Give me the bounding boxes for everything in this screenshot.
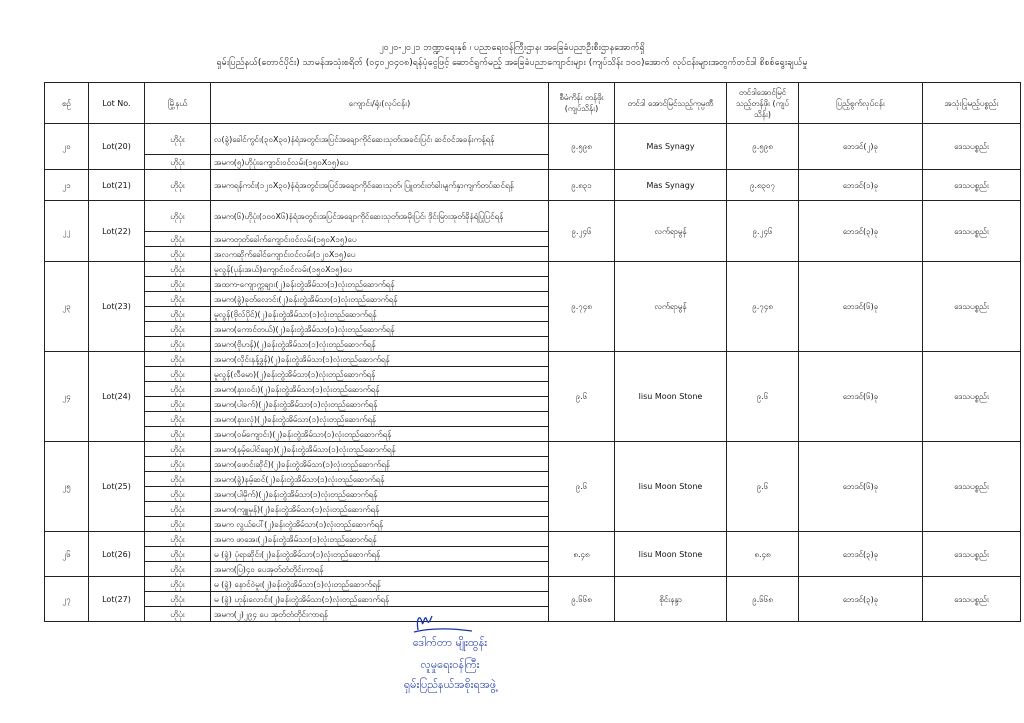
work-description: အထက-ကျောက္ကချား(၂)ခန်းတွဲအိမ်သာ(၁)လုံးတည်ဆောက်ရန် [211, 277, 549, 292]
work-description: အမက(ခွဲ)နမ့်ဆင်(၂)ခန်းတွဲအိမ်သာ(၁)လုံးတည်ဆောက်ရန် [211, 472, 549, 487]
table-header-row [45, 83, 1021, 124]
work-description: အမက(နားဝင်း)(၂)ခန်းတွဲအိမ်သာ(၁)လုံးတည်ဆောက်ရန် [211, 382, 549, 397]
works-done: ဘေဒင်(၆)ခု [799, 442, 923, 532]
work-description: အမက လွယ်ပေါ်(၂)ခန်းတွဲအိမ်သာ(၁)လုံးတည်ဆောက်ရန် [211, 517, 549, 532]
township-cell: ဟိုပုံး [145, 412, 211, 427]
winning-company: Mas Synagy [615, 170, 727, 201]
work-description: အမက(ဖောင်းဆိုင်)(၂)ခန်းတွဲအိမ်သာ(၁)လုံးတည်ဆောက်ရန် [211, 457, 549, 472]
signatory-title: လူမှုရေးဝန်ကြီး [420, 658, 480, 671]
township-cell: ဟိုပုံး [145, 382, 211, 397]
township-cell: ဟိုပုံး [145, 337, 211, 352]
work-description: အမက(၂)၂၉၄ ပေ အုတ်တံတိုင်းကာရန် [211, 607, 549, 622]
row-number: ၂၁ [45, 170, 89, 201]
work-description: မူလွန်(ပုန်းအယ်)ကျောင်းဝင်လမ်း(၁၅၀X၁၅)ပေ [211, 262, 549, 277]
work-description: အမက(ပါခက်)(၂)ခန်းတွဲအိမ်သာ(၁)လုံးတည်ဆောက်ရန် [211, 397, 549, 412]
awarded-value: ၈.၄၈ [727, 532, 799, 577]
awarded-value: ၉.၂၄၆ [727, 201, 799, 262]
township-cell: ဟိုပုံး [145, 124, 211, 155]
lot-number: Lot(23) [89, 262, 145, 352]
material-type: ဒေသပစ္စည်း [923, 170, 1021, 201]
work-description: အမက(ဗိုဟန်)(၂)ခန်းတွဲအိမ်သာ(၁)လုံးတည်ဆောက်ရန် [211, 337, 549, 352]
work-description: အလကဆိုက်ခေါင်ကျောင်းဝင်လမ်း(၁၂၀X၁၅)ပေ [211, 247, 549, 262]
signature-mark [360, 612, 480, 634]
awarded-value: ၉.၆ [727, 442, 799, 532]
estimate-value: ၉.၂၄၆ [549, 201, 615, 262]
col-header-estimate: စီမံကိန်း တန်ဖိုး (ကျပ်သိန်း) [549, 83, 615, 124]
estimate-value: ၉.၅၉၈ [549, 124, 615, 170]
work-description: မ (ခွဲ) ပုံရာဆိုင်း(၂)ခန်းတွဲအိမ်သာ(၁)လုံးတည်ဆောက်ရန် [211, 547, 549, 562]
township-cell: ဟိုပုံး [145, 322, 211, 337]
table-row [45, 201, 1021, 232]
lot-number: Lot(22) [89, 201, 145, 262]
works-done: ဘေဒင်(၆)ခု [799, 352, 923, 442]
work-description: မ (ခွဲ) နောင်ဝဲမူး(၂)ခန်းတွဲအိမ်သာ(၁)လုံးတည်ဆောက်ရန် [211, 577, 549, 592]
township-cell: ဟိုပုံး [145, 427, 211, 442]
signatory-office: ရှမ်းပြည်နယ်အစိုးရအဖွဲ့ [403, 678, 497, 691]
work-description: မူလွန်(လီမော)(၂)ခန်းတွဲအိမ်သာ(၁)လုံးတည်ဆောက်ရန် [211, 367, 549, 382]
township-cell: ဟိုပုံး [145, 577, 211, 592]
signatory-name: ဒေါက်တာ မျိုးထွန်း [412, 636, 488, 649]
row-number: ၂၃ [45, 262, 89, 352]
col-header-works-done: ပြည့်စွက်လုပ်ငန်း [799, 83, 923, 124]
work-description: အမက(ကျူမုန်)(၂)ခန်းတွဲအိမ်သာ(၁)လုံးတည်ဆောက်ရန် [211, 502, 549, 517]
work-description: မူလွန်(ဗိုလ်ပိုင်)(၂)ခန်းတွဲအိမ်သာ(၁)လုံးတည်ဆောက်ရန် [211, 307, 549, 322]
township-cell: ဟိုပုံး [145, 607, 211, 622]
material-type: ဒေသပစ္စည်း [923, 532, 1021, 577]
work-description: အမက(ပါမိုက်)(၂)ခန်းတွဲအိမ်သာ(၁)လုံးတည်ဆောက်ရန် [211, 487, 549, 502]
row-number: ၂၀ [45, 124, 89, 170]
table-row [45, 532, 1021, 547]
table-row [45, 352, 1021, 367]
township-cell: ဟိုပုံး [145, 232, 211, 247]
work-description: အမကတုတ်ခေါက်ကျောင်းဝင်လမ်း(၁၅၀X၁၅)ပေ [211, 232, 549, 247]
estimate-value: ၉.၆ [549, 352, 615, 442]
township-cell: ဟိုပုံး [145, 487, 211, 502]
table-row [45, 124, 1021, 155]
row-number: ၂၅ [45, 442, 89, 532]
works-done: ဘေဒင်(၃)ခု [799, 201, 923, 262]
lot-number: Lot(20) [89, 124, 145, 170]
work-description: အမက(နားလုံ)(၂)ခန်းတွဲအိမ်သာ(၁)လုံးတည်ဆောက်ရန် [211, 412, 549, 427]
township-cell: ဟိုပုံး [145, 592, 211, 607]
col-header-no: စဉ် [45, 83, 89, 124]
table-row [45, 442, 1021, 457]
col-header-award: တင်ဒါအောင်မြင် သည့်တန်ဖိုး (ကျပ်သိန်း) [727, 83, 799, 124]
winning-company: lisu Moon Stone [615, 532, 727, 577]
col-header-work: ကျောင်း/ရုံး(လုပ်ငန်း) [211, 83, 549, 124]
township-cell: ဟိုပုံး [145, 517, 211, 532]
township-cell: ဟိုပုံး [145, 367, 211, 382]
col-header-company: တင်ဒါ အောင်မြင်သည့်ကုမ္ပဏီ [615, 83, 727, 124]
awarded-value: ၉.၈၃၀၇ [727, 170, 799, 201]
work-description: အမက(ဝမ်ကျောင်း)(၂)ခန်းတွဲအိမ်သာ(၁)လုံးတည်ဆောက်ရန် [211, 427, 549, 442]
col-header-material: အသုံးပြုမည့်ပစ္စည်း [923, 83, 1021, 124]
table-row [45, 170, 1021, 201]
township-cell: ဟိုပုံး [145, 352, 211, 367]
row-number: ၂၄ [45, 352, 89, 442]
awarded-value: ၉.၅၉၈ [727, 124, 799, 170]
works-done: ဘေဒင်(၁)ခု [799, 170, 923, 201]
works-done: ဘေဒင်(၃)ခု [799, 532, 923, 577]
work-description: အမက(နမ့်ပေါင်ချော)(၂)ခန်းတွဲအိမ်သာ(၁)လုံးတည်ဆောက်ရန် [211, 442, 549, 457]
estimate-value: ၈.၄၈ [549, 532, 615, 577]
winning-company: Mas Synagy [615, 124, 727, 170]
awarded-value: ၉.၆ [727, 352, 799, 442]
township-cell: ဟိုပုံး [145, 457, 211, 472]
material-type: ဒေသပစ္စည်း [923, 577, 1021, 622]
document-title-line1: ၂၀၂၀-၂၀၂၁ ဘဏ္ဍာရေးနှစ် ၊ ပညာရေးဝန်ကြီးဌာန၊ အခြေခံပညာဦးစီးဌာနအောက်ရှိ [379, 43, 645, 53]
work-description: အမက(ခွဲ)ခုတ်လောင်း(၂)ခန်းတွဲအိမ်သာ(၁)လုံးတည်ဆောက်ရန် [211, 292, 549, 307]
table-row [45, 262, 1021, 277]
township-cell: ဟိုပုံး [145, 155, 211, 170]
township-cell: ဟိုပုံး [145, 562, 211, 577]
estimate-value: ၉.၈၃၁ [549, 170, 615, 201]
lot-number: Lot(26) [89, 532, 145, 577]
work-description: အမက(၅)ဟိုပုံးကျောင်းဝင်လမ်း(၁၅၀X၁၅)ပေ [211, 155, 549, 170]
work-description: အမက(လိုင်းနန့်ဒွန်)(၂)ခန်းတွဲအိမ်သာ(၁)လုံးတည်ဆောက်ရန် [211, 352, 549, 367]
estimate-value: ၉.၆ [549, 442, 615, 532]
work-description: အမကရန်ကင်း(၁၂၀X၃၀)နံရံအတွင်းအပြင်အချောကိုင်ဆေးသုတ်၊ ပြူတင်းတံခါးမျက်နှာကျက်တပ်ဆင်ရန် [211, 170, 549, 201]
material-type: ဒေသပစ္စည်း [923, 201, 1021, 262]
estimate-value: ၉.၇၄၈ [549, 262, 615, 352]
estimate-value: ၉.၆၆၈ [549, 577, 615, 622]
township-cell: ဟိုပုံး [145, 307, 211, 322]
work-description: အမက(ကောင်တယ်)(၂)ခန်းတွဲအိမ်သာ(၁)လုံးတည်ဆောက်ရန် [211, 322, 549, 337]
works-done: ဘေဒင်(၂)ခု [799, 124, 923, 170]
col-header-township: မြို့နယ် [145, 83, 211, 124]
work-description: လ(ခွဲ)ခေါင်ကွင်း(၃၀X၃၀)နံရံအတွင်းအပြင်အချောကိုင်ဆေးသုတ်၊အခင်းပြင်၊ ဆင်ဝင်အခန်းကန့်ရန် [211, 124, 549, 155]
row-number: ၂၂ [45, 201, 89, 262]
township-cell: ဟိုပုံး [145, 442, 211, 457]
works-done: ဘေဒင်(၆)ခု [799, 262, 923, 352]
row-number: ၂၇ [45, 577, 89, 622]
document-title-line2: ရှမ်းပြည်နယ်(တောင်ပိုင်း) သာမန်အသုံးစရိတ် (၀၄၀၂၀၄၀၈)ရန်ပုံငွေဖြင့် ဆောင်ရွက်မည့် အခြေခံပညာကျောင်းများ (ကျပ်သိန်း ၁၀၀)အောက် လုပ်ငန်းများအတွက်တင်ဒါ စိစစ်ရွေးချယ်မှု [216, 58, 808, 68]
lot-number: Lot(25) [89, 442, 145, 532]
winning-company: lisu Moon Stone [615, 442, 727, 532]
lot-number: Lot(24) [89, 352, 145, 442]
winning-company: lisu Moon Stone [615, 352, 727, 442]
work-description: မ (ခွဲ) ဟုန်းလောင်း(၂)ခန်းတွဲအိမ်သာ(၁)လုံးတည်ဆောက်ရန် [211, 592, 549, 607]
township-cell: ဟိုပုံး [145, 277, 211, 292]
township-cell: ဟိုပုံး [145, 502, 211, 517]
township-cell: ဟိုပုံး [145, 292, 211, 307]
awarded-value: ၉.၆၆၈ [727, 577, 799, 622]
winning-company: စိုင်းနန္ဒာ [615, 577, 727, 622]
tender-results-table [44, 82, 1021, 622]
work-description: အမက ဖာအေး(၂)ခန်းတွဲအိမ်သာ(၁)လုံးတည်ဆောက်ရန် [211, 532, 549, 547]
material-type: ဒေသပစ္စည်း [923, 442, 1021, 532]
material-type: ဒေသပစ္စည်း [923, 124, 1021, 170]
awarded-value: ၉.၇၄၈ [727, 262, 799, 352]
table-body [45, 124, 1021, 622]
winning-company: လက်ရာမွန် [615, 262, 727, 352]
works-done: ဘေဒင်(၃)ခု [799, 577, 923, 622]
col-header-lot: Lot No. [89, 83, 145, 124]
winning-company: လက်ရာမွန် [615, 201, 727, 262]
township-cell: ဟိုပုံး [145, 262, 211, 277]
material-type: ဒေသပစ္စည်း [923, 352, 1021, 442]
township-cell: ဟိုပုံး [145, 547, 211, 562]
lot-number: Lot(27) [89, 577, 145, 622]
row-number: ၂၆ [45, 532, 89, 577]
township-cell: ဟိုပုံး [145, 201, 211, 232]
township-cell: ဟိုပုံး [145, 472, 211, 487]
lot-number: Lot(21) [89, 170, 145, 201]
work-description: အမက(၆)ဟိုပုံး(၁၀၀X၆)နံရံအတွင်းအပြင်အချောကိုင်ဆေးသုတ်၊အမိုးပြင်၊ ဒိုင်းမြားအုတ်ခိုနံရံပြုပြင်ရန် [211, 201, 549, 232]
work-description: အမက(ပြ)၄၀ ပေအုတ်တံတိုင်းကာရန် [211, 562, 549, 577]
table-row [45, 577, 1021, 592]
township-cell: ဟိုပုံး [145, 170, 211, 201]
township-cell: ဟိုပုံး [145, 247, 211, 262]
township-cell: ဟိုပုံး [145, 397, 211, 412]
material-type: ဒေသပစ္စည်း [923, 262, 1021, 352]
township-cell: ဟိုပုံး [145, 532, 211, 547]
